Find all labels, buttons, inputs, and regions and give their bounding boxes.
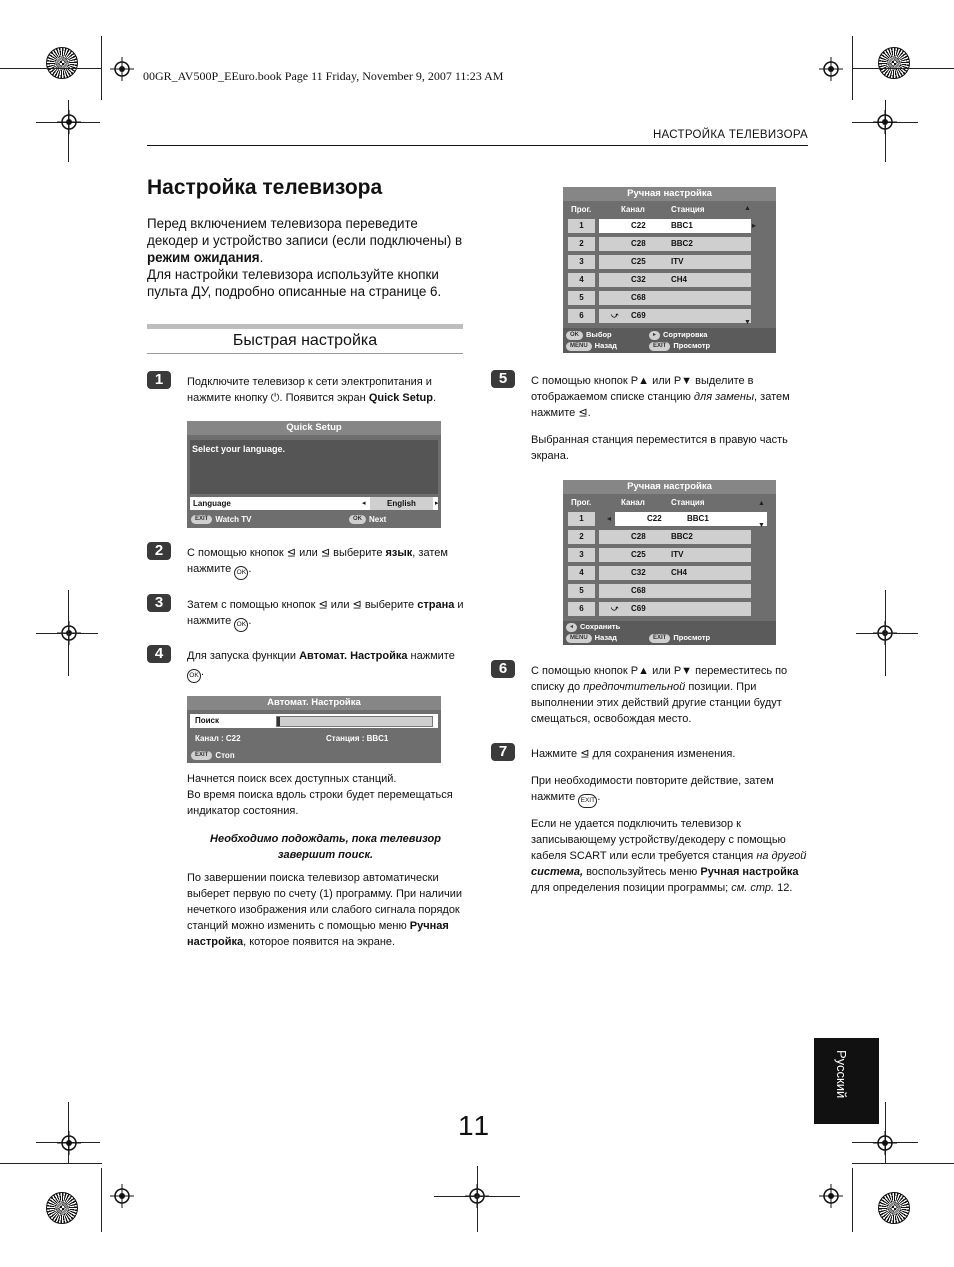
station-value: BBC2 (671, 532, 693, 541)
scroll-up-icon: ▲ (744, 205, 751, 212)
channel-value: C32 (631, 568, 646, 577)
program-number: 1 (568, 512, 595, 526)
move-right-icon: ▸ (752, 221, 757, 230)
step-number: 3 (147, 594, 171, 612)
search-progress-fill (277, 717, 280, 726)
program-number: 4 (568, 273, 595, 287)
registration-mark-icon (110, 57, 134, 81)
select-hint: OK Выбор (566, 330, 612, 340)
ok-button-icon: OK (234, 618, 248, 632)
scroll-up-icon: ▲ (758, 500, 765, 507)
registration-mark-icon (873, 110, 897, 134)
header-rule (147, 145, 808, 146)
step-number: 7 (491, 743, 515, 761)
step-3-text: Затем с помощью кнопок ⊴ или ⊴ выберите страна и нажмите OK . (187, 597, 467, 632)
program-number: 3 (568, 255, 595, 269)
step-6-text: С помощью кнопок P▲ или P▼ переместитесь по списку до предпочтительной позиции. При выполнении этих действий другие станции будут смещаться, освобождая место. (531, 665, 788, 725)
move-left-icon: ◂ (607, 514, 612, 523)
step-5-note: Выбранная станция переместится в правую часть экрана. (531, 434, 788, 462)
auto-tuning-screen (187, 696, 441, 763)
registration-mark-icon (110, 1184, 134, 1208)
station-value: BBC2 (671, 239, 693, 248)
screen-title: Автомат. Настройка (187, 696, 441, 710)
color-register-rosette (878, 1192, 910, 1224)
channel-readout: Канал : C22 (195, 734, 241, 743)
manual-tuning-screen-1: Ручная настройка Прог. Канал Станция ▲ 1 C22 BBC1 ▸ 2 C28 BBC2 3 C25 ITV 4 C32 CH4 5 C68 6 ⤻ C69 ▼ OK Выбор ▸ Сортировка MENU Назад EXIT Просмотр (563, 187, 776, 353)
station-value: ITV (671, 257, 684, 266)
color-register-rosette (878, 47, 910, 79)
view-hint: EXIT Просмотр (649, 633, 710, 643)
program-number: 3 (568, 548, 595, 562)
program-number: 5 (568, 584, 595, 598)
exit-hint: EXIT Watch TV (191, 515, 252, 524)
channel-value: C28 (631, 239, 646, 248)
quick-setup-screen (187, 421, 441, 528)
channel-value: C22 (631, 221, 646, 230)
screen-title: Quick Setup (187, 421, 441, 435)
channel-row[interactable] (599, 273, 751, 287)
manual-tuning-screen-2: Ручная настройка Прог. Канал Станция ▲ 1 C22 BBC1 ◂ 2 C28 BBC2 3 C25 ITV 4 C32 CH4 5 C68 6 ⤻ C69 ▼ ◂ Сохранить MENU Назад EXIT Просмотр (563, 480, 776, 645)
channel-row[interactable] (599, 548, 751, 562)
channel-row[interactable] (599, 291, 751, 305)
registration-mark-icon (57, 110, 81, 134)
search-row: Поиск (190, 714, 438, 728)
ok-button-icon: OK (234, 566, 248, 580)
program-number: 4 (568, 566, 595, 580)
registration-mark-icon (873, 1131, 897, 1155)
skip-icon: ⤻ (611, 312, 619, 319)
step-number: 5 (491, 370, 515, 388)
channel-value: C25 (631, 550, 646, 559)
station-value: ITV (671, 550, 684, 559)
channel-value: C69 (631, 311, 646, 320)
page-number: 11 (458, 1110, 492, 1141)
channel-value: C69 (631, 604, 646, 613)
station-value: BBC1 (687, 514, 709, 523)
registration-mark-icon (819, 1184, 843, 1208)
registration-mark-icon (819, 57, 843, 81)
language-value[interactable]: English (370, 497, 433, 510)
program-number: 2 (568, 530, 595, 544)
language-prompt: Select your language. (192, 444, 286, 454)
search-progress-bar (276, 716, 433, 727)
channel-value: C28 (631, 532, 646, 541)
channel-value: C32 (631, 275, 646, 284)
save-hint: ◂ Сохранить (566, 622, 620, 632)
stop-hint: EXIT Стоп (191, 751, 235, 760)
color-register-rosette (46, 1192, 78, 1224)
section-title: Быстрая настройка (232, 332, 378, 349)
step-7-text: Нажмите ⊴ для сохранения изменения. (531, 748, 736, 760)
step-1-text: Подключите телевизор к сети электропитания и нажмите кнопку ⏻. Появится экран Quick Setup. (187, 376, 437, 404)
channel-value: C25 (631, 257, 646, 266)
scroll-down-icon: ▼ (744, 319, 751, 326)
channel-row[interactable] (599, 255, 751, 269)
step-number: 1 (147, 371, 171, 389)
scroll-down-icon: ▼ (758, 522, 765, 529)
channel-value: C68 (631, 586, 646, 595)
program-number: 6 (568, 309, 595, 323)
ok-button-icon: OK (187, 669, 201, 683)
program-number: 1 (568, 219, 595, 233)
section-heading (147, 324, 463, 354)
channel-row[interactable] (599, 602, 751, 616)
screen-title: Ручная настройка (563, 187, 776, 201)
color-register-rosette (46, 47, 78, 79)
channel-row[interactable] (615, 512, 767, 526)
station-readout: Станция : BBC1 (326, 734, 389, 743)
sort-hint: ▸ Сортировка (649, 330, 707, 340)
step-4-note: Начнется поиск всех доступных станций. Во время поиска вдоль строки будет перемещаться индикатор состояния. (187, 773, 453, 817)
station-value: CH4 (671, 568, 688, 577)
channel-row[interactable] (599, 309, 751, 323)
program-number: 2 (568, 237, 595, 251)
screen-title: Ручная настройка (563, 480, 776, 494)
ok-hint: OK Next (349, 515, 386, 524)
program-number: 5 (568, 291, 595, 305)
registration-mark-icon (57, 1131, 81, 1155)
view-hint: EXIT Просмотр (649, 341, 710, 351)
running-header: НАСТРОЙКА ТЕЛЕВИЗОРА (652, 129, 808, 141)
station-value: BBC1 (671, 221, 693, 230)
exit-button-icon: EXIT (578, 794, 597, 808)
skip-icon: ⤻ (611, 605, 619, 612)
language-row[interactable]: Language ◂ English ▸ (190, 497, 438, 510)
step-5-text: С помощью кнопок P▲ или P▼ выделите в отображаемом списке станцию для замены, затем нажмите ⊴. (531, 375, 790, 419)
book-file-info: 00GR_AV500P_EEuro.book Page 11 Friday, November 9, 2007 11:23 AM (143, 69, 504, 83)
channel-value: C68 (631, 293, 646, 302)
station-value: CH4 (671, 275, 688, 284)
page-title: Настройка телевизора (147, 176, 383, 199)
channel-row[interactable] (599, 584, 751, 598)
channel-row[interactable] (599, 237, 751, 251)
step-7-scart-note: Если не удается подключить телевизор к записывающему устройству/декодеру с помощью кабеля SCART или если требуется станция на другой система, воспользуйтесь меню Ручная настройка для определения позиции программы; см. стр. 12. (531, 818, 807, 894)
language-tab: Русский (814, 1038, 879, 1124)
intro-text: Перед включением телевизора переведите декодер и устройство записи (если подключены) в режим ожидания. Для настройки телевизора используйте кнопки пульта ДУ, подробно описанные на странице 6. (147, 216, 463, 299)
step-7-note: При необходимости повторите действие, затем нажмите EXIT . (531, 773, 811, 808)
step-4-final: По завершении поиска телевизор автоматически выберет первую по счету (1) программу. При наличии нечеткого изображения или слабого сигнала порядок станций можно изменить с помощью меню Ручная настройка, которое появится на экране. (187, 872, 463, 948)
back-hint: MENU Назад (566, 341, 617, 351)
step-number: 6 (491, 660, 515, 678)
program-number: 6 (568, 602, 595, 616)
back-hint: MENU Назад (566, 633, 617, 643)
step-number: 2 (147, 542, 171, 560)
channel-row[interactable] (599, 219, 751, 233)
step-number: 4 (147, 645, 171, 663)
wait-note: Необходимо подождать, пока телевизор завершит поиск. (210, 833, 441, 861)
step-4-text: Для запуска функции Автомат. Настройка нажмите OK . (187, 648, 467, 683)
channel-value: C22 (647, 514, 662, 523)
channel-row[interactable] (599, 566, 751, 580)
step-2-text: С помощью кнопок ⊴ или ⊴ выберите язык, затем нажмите OK . (187, 545, 467, 580)
channel-row[interactable] (599, 530, 751, 544)
